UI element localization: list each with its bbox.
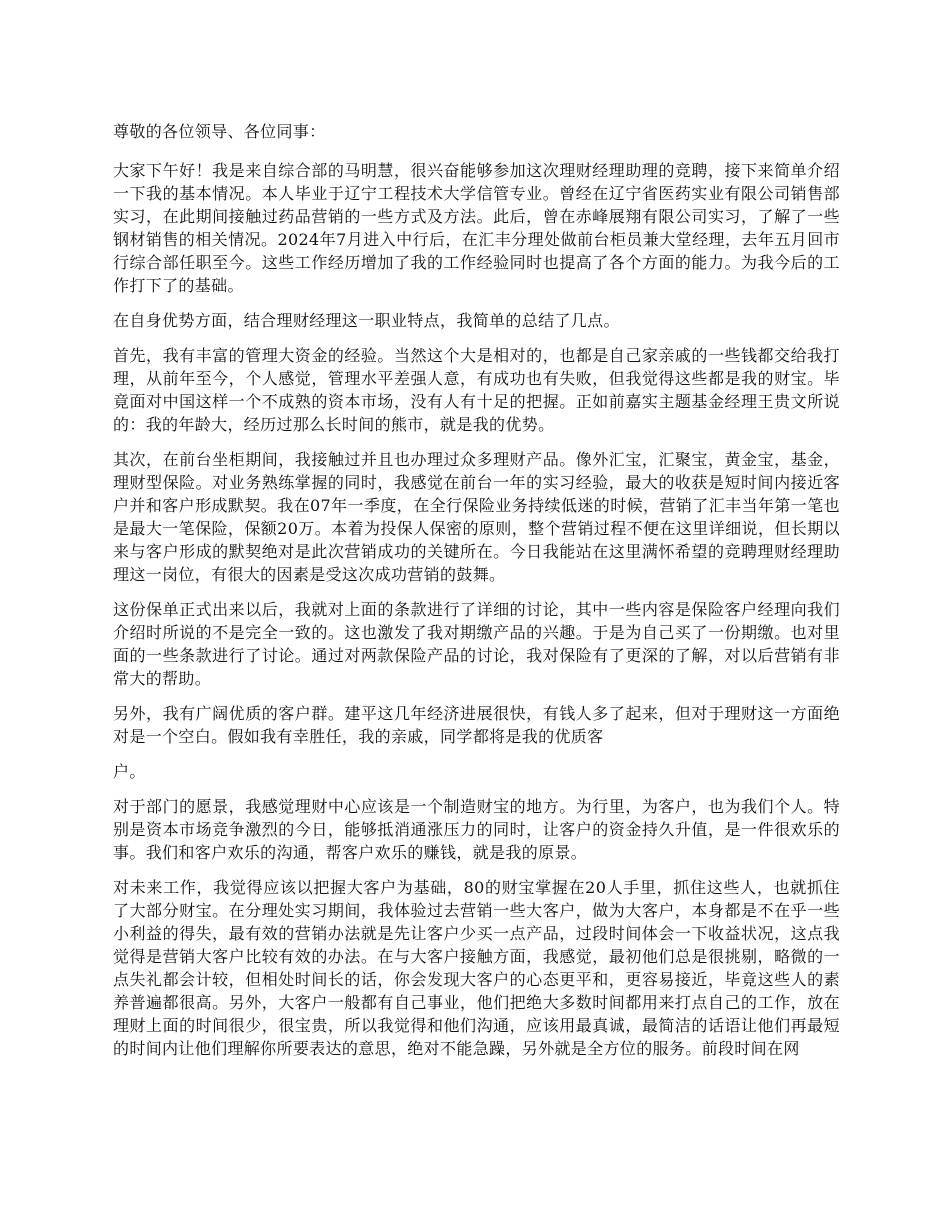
paragraph-future-work: 对未来工作，我觉得应该以把握大客户为基础，80的财宝掌握在20人手里，抓住这些人，也就抓住了大部分财宝。在分理处实习期间，我体验过去营销一些大客户，做为大客户，本身都是不在乎一些小利益的得失，最有效的营销办法就是先让客户少买一点产品，过段时间体会一下收益状况，这点我觉得是营销大客户比较有效的办法。在与大客户接触方面，我感觉，最初他们总是很挑剔，略微的一点失礼都会计较，但相处时间长的话，你会发现大客户的心态更平和，更容易接近，毕竟这些人的素养普遍都很高。另外，大客户一般都有自己事业，他们把绝大多数时间都用来打点自己的工作，放在理财上面的时间很少，很宝贵，所以我觉得和他们沟通，应该用最真诚，最简洁的话语让他们再最短的时间内让他们理解你所要表达的意思，绝对不能急躁，另外就是全方位的服务。前段时间在网	[113, 878, 840, 1058]
paragraph-second-point: 其次，在前台坐柜期间，我接触过并且也办理过众多理财产品。像外汇宝，汇聚宝，黄金宝，基金，理财型保险。对业务熟练掌握的同时，我感觉在前台一年的实习经验，最大的收获是短时间内接近客户并和客户形成默契。我在07年一季度，在全行保险业务持续低迷的时候，营销了汇丰当年第一笔也是最大一笔保险，保额20万。本着为投保人保密的原则，整个营销过程不便在这里详细说，但长期以来与客户形成的默契绝对是此次营销成功的关键所在。今日我能站在这里满怀希望的竞聘理财经理助理这一岗位，有很大的因素是受这次成功营销的鼓舞。	[113, 450, 840, 584]
paragraph-insurance-policy: 这份保单正式出来以后，我就对上面的条款进行了详细的讨论，其中一些内容是保险客户经理向我们介绍时所说的不是完全一致的。这也激发了我对期缴产品的兴趣。于是为自己买了一份期缴。也对里面的一些条款进行了讨论。通过对两款保险产品的讨论，我对保险有了更深的了解，对以后营销有非常大的帮助。	[113, 600, 840, 688]
paragraph-client-base-continued: 户。	[113, 762, 146, 781]
paragraph-client-base: 另外，我有广阔优质的客户群。建平这几年经济进展很快，有钱人多了起来，但对于理财这一方面绝对是一个空白。假如我有幸胜任，我的亲戚，同学都将是我的优质客	[113, 704, 840, 746]
paragraph-intro: 大家下午好！我是来自综合部的马明慧，很兴奋能够参加这次理财经理助理的竞聘，接下来简单介绍一下我的基本情况。本人毕业于辽宁工程技术大学信管专业。曾经在辽宁省医药实业有限公司销售部实习，在此期间接触过药品营销的一些方式及方法。此后，曾在赤峰展翔有限公司实习，了解了一些钢材销售的相关情况。2024年7月进入中行后，在汇丰分理处做前台柜员兼大堂经理，去年五月回市行综合部任职至今。这些工作经历增加了我的工作经验同时也提高了各个方面的能力。为我今后的工作打下了的基础。	[113, 161, 840, 295]
paragraph-strengths-summary: 在自身优势方面，结合理财经理这一职业特点，我简单的总结了几点。	[113, 311, 620, 330]
document-page	[113, 120, 840, 1072]
paragraph-first-point: 首先，我有丰富的管理大资金的经验。当然这个大是相对的，也都是自己家亲戚的一些钱都交给我打理，从前年至今，个人感觉，管理水平差强人意，有成功也有失败，但我觉得这些都是我的财宝。毕竟面对中国这样一个不成熟的资本市场，没有人有十足的把握。正如前嘉实主题基金经理王贵文所说的：我的年龄大，经历过那么长时间的熊市，就是我的优势。	[113, 346, 840, 434]
salutation: 尊敬的各位领导、各位同事：	[113, 122, 326, 141]
paragraph-department-vision: 对于部门的愿景，我感觉理财中心应该是一个制造财宝的地方。为行里，为客户，也为我们个人。特别是资本市场竞争激烈的今日，能够抵消通涨压力的同时，让客户的资金持久升值，是一件很欢乐的事。我们和客户欢乐的沟通，帮客户欢乐的赚钱，就是我的原景。	[113, 797, 840, 862]
